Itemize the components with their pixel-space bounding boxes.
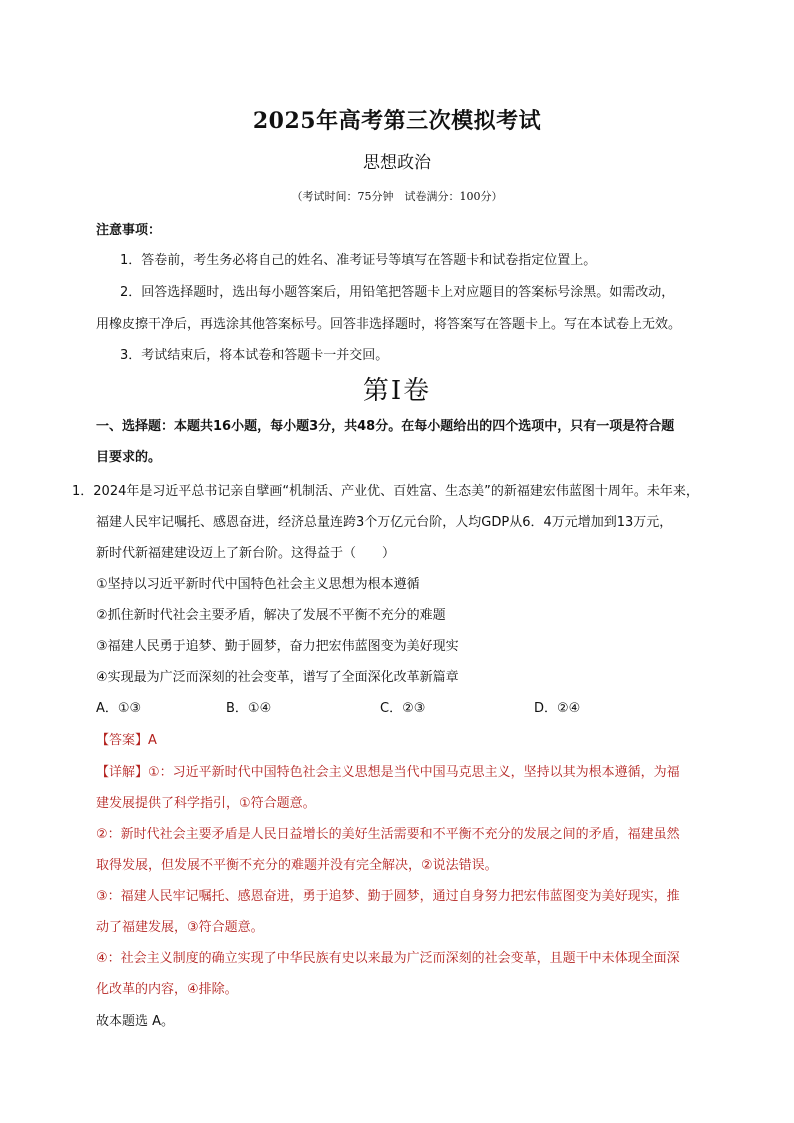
section-instructions-cont: 目要求的。 [96,450,162,465]
notice-item: 2．回答选择题时，选出每小题答案后，用铅笔把答题卡上对应题目的答案标号涂黑。如需改动， [120,285,675,300]
section-instructions: 一、选择题：本题共16小题，每小题3分，共48分。在每小题给出的四个选项中，只有一项是符合题 [96,419,675,434]
explanation-line: ④：社会主义制度的确立实现了中华民族有史以来最为广泛而深刻的社会变革，且题干中未体现全面深 [96,951,680,966]
notice-heading: 注意事项： [96,223,162,238]
notice-item: 1．答卷前，考生务必将自己的姓名、准考证号等填写在答题卡和试卷指定位置上。 [120,253,597,268]
statement-2: ②抓住新时代社会主要矛盾，解决了发展不平衡不充分的难题 [96,608,446,623]
question-stem: 新时代新福建建设迈上了新台阶。这得益于（ ） [96,546,396,561]
exam-title: 2025年高考第三次模拟考试 [252,108,542,134]
explanation-line: 【详解】①：习近平新时代中国特色社会主义思想是当代中国马克思主义，坚持以其为根本遵循，为福 [96,765,680,780]
explanation-line: 建发展提供了科学指引，①符合题意。 [96,796,316,811]
statement-3: ③福建人民勇于追梦、勤于圆梦，奋力把宏伟蓝图变为美好现实 [96,639,459,654]
section-title: 第Ⅰ卷 [362,376,432,406]
statement-1: ①坚持以习近平新时代中国特色社会主义思想为根本遵循 [96,577,420,592]
option-a: A．①③ [96,701,142,716]
answer-conclusion: 故本题选 A。 [96,1014,175,1029]
notice-item: 3．考试结束后，将本试卷和答题卡一并交回。 [120,348,389,363]
question-stem: 福建人民牢记嘱托、感恩奋进，经济总量连跨3个万亿元台阶，人均GDP从6．4万元增加到13万元， [96,515,673,530]
question-stem: 1．2024年是习近平总书记亲自擘画“机制活、产业优、百姓富、生态美”的新福建宏伟蓝图十周年。未年来， [72,484,699,499]
explanation-line: ③：福建人民牢记嘱托、感恩奋进，勇于追梦、勤于圆梦，通过自身努力把宏伟蓝图变为美好现实，推 [96,889,680,904]
answer-label: 【答案】A [96,733,157,748]
statement-4: ④实现最为广泛而深刻的社会变革，谱写了全面深化改革新篇章 [96,670,459,685]
option-c: C．②③ [380,701,426,716]
exam-meta: （考试时间：75分钟 试卷满分：100分） [291,190,503,203]
option-b: B．①④ [226,701,272,716]
notice-item: 用橡皮擦干净后，再选涂其他答案标号。回答非选择题时，将答案写在答题卡上。写在本试卷上无效。 [96,317,682,332]
explanation-line: 取得发展，但发展不平衡不充分的难题并没有完全解决，②说法错误。 [96,858,498,873]
option-d: D．②④ [534,701,581,716]
explanation-line: 动了福建发展，③符合题意。 [96,920,264,935]
explanation-line: ②：新时代社会主要矛盾是人民日益增长的美好生活需要和不平衡不充分的发展之间的矛盾，福建虽然 [96,827,680,842]
explanation-line: 化改革的内容，④排除。 [96,982,238,997]
subject-title: 思想政治 [363,153,431,173]
